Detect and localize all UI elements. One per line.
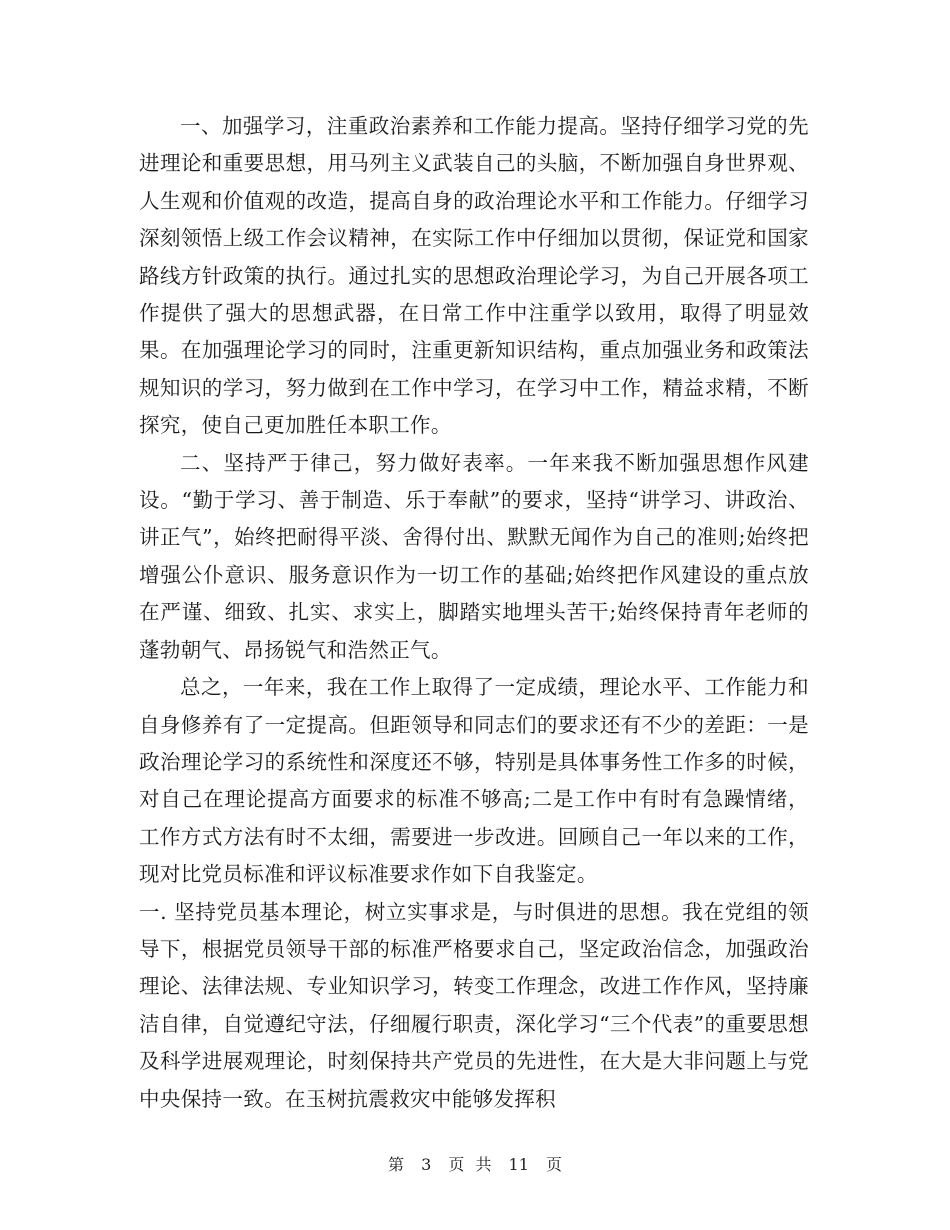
paragraph-party-theory: 一. 坚持党员基本理论，树立实事求是，与时俱进的思想。我在党组的领导下，根据党员领导干部的标准严格要求自己，坚定政治信念，加强政治理论、法律法规、专业知识学习，转变工作理念，改进工作作风，坚持廉洁自律，自觉遵纪守法，仔细履行职责，深化学习“三个代表”的重要思想及科学进展观理论，时刻保持共产党员的先进性，在大是大非问题上与党中央保持一致。在玉树抗震救灾中能够发挥积: [139, 899, 809, 1111]
footer-suffix: 页: [546, 1155, 563, 1174]
footer-total-pages: 11: [508, 1155, 529, 1174]
paragraph-summary: 总之，一年来，我在工作上取得了一定成绩，理论水平、工作能力和自身修养有了一定提高。但距领导和同志们的要求还有不少的差距：一是政治理论学习的系统性和深度还不够，特别是具体事务性工作多的时候，对自己在理论提高方面要求的标准不够高;二是工作中有时有急躁情绪，工作方式方法有时不太细，需要进一步改进。回顾自己一年以来的工作，现对比党员标准和评议标准要求作如下自我鉴定。: [139, 675, 809, 887]
footer-middle: 页 共: [448, 1155, 492, 1174]
paragraph-study: 一、加强学习，注重政治素养和工作能力提高。坚持仔细学习党的先进理论和重要思想，用马列主义武装自己的头脑，不断加强自身世界观、人生观和价值观的改造，提高自身的政治理论水平和工作能力。仔细学习深刻领悟上级工作会议精神，在实际工作中仔细加以贯彻，保证党和国家路线方针政策的执行。通过扎实的思想政治理论学习，为自己开展各项工作提供了强大的思想武器，在日常工作中注重学以致用，取得了明显效果。在加强理论学习的同时，注重更新知识结构，重点加强业务和政策法规知识的学习，努力做到在工作中学习，在学习中工作，精益求精，不断探究，使自己更加胜任本职工作。: [139, 114, 809, 438]
paragraph-self-discipline: 二、坚持严于律己，努力做好表率。一年来我不断加强思想作风建设。“勤于学习、善于制造、乐于奉献”的要求，坚持“讲学习、讲政治、讲正气”，始终把耐得平淡、舍得付出、默默无闻作为自己的准则;始终把增强公仆意识、服务意识作为一切工作的基础;始终把作风建设的重点放在严谨、细致、扎实、求实上，脚踏实地埋头苦干;始终保持青年老师的蓬勃朝气、昂扬锐气和浩然正气。: [139, 450, 809, 662]
page-footer: [0, 1153, 950, 1177]
document-body: [139, 108, 809, 1118]
footer-current-page: 3: [421, 1155, 432, 1174]
footer-prefix: 第: [387, 1155, 404, 1174]
